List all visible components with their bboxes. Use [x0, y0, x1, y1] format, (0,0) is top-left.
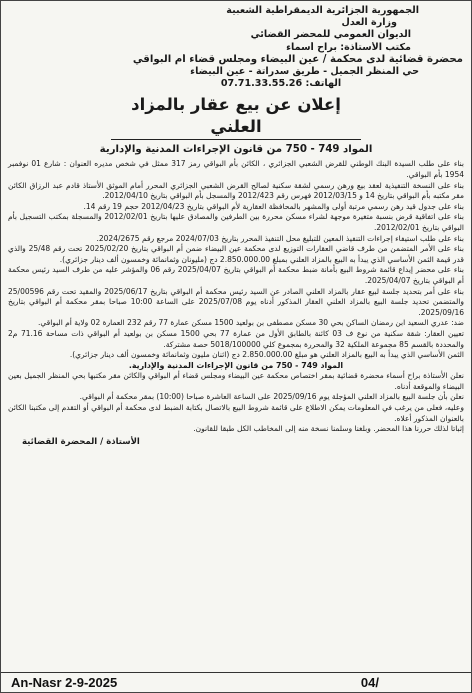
body-paragraph: بناء على محضر إيداع قائمة شروط البيع بأمانة ضبط محكمة أم البواقي بتاريخ 2025/04/07 رقم 06 والمؤشر عليه من طرف السيد رئيس محكمة أم البواقي بتاريخ 2025/04/07.: [8, 265, 464, 285]
body-paragraph: ضد: عدري السعيد ابن رمضان الساكن بحي 30 مسكن مصطفى بن بولعيد 1500 مسكن عمارة 77 رقم 232 العمارة 02 ولاية أم البواقي.: [37, 318, 464, 328]
header-address: حي المنظر الجميل - طريق سدراتة - عين البيضاء: [190, 66, 419, 78]
body-paragraph: بناء على طلب السيدة البنك الوطني للقرض الشعبي الجزائري ، الكائن بأم البواقي رمز 317 ممثل في شخص مديره العنوان : شارع 01 نوفمبر 1954 بأم البواقي.: [8, 159, 464, 180]
notice-subtitle: المواد 749 - 750 من قانون الإجراءات المدنية والإدارية: [99, 144, 373, 156]
body-paragraph: وعليه، فعلى من يرغب في المعلومات يمكن الاطلاع على قائمة شروط البيع بالاتصال بكتابة الضبط لدى محكمة أم البواقي أو التقدم إلى مكتبنا الكائن بالعنوان المذكور أعلاه.: [8, 403, 464, 423]
body-paragraph: بناء على أمر بتحديد جلسة لبيع عقار بالمزاد العلني الصادر عن السيد رئيس محكمة أم البواقي بتاريخ 2025/06/17 والمقيد تحت رقم 25/00596 والمتضمن تحديد جلسة البيع بالمزاد العلني العقار المذكور أدناه يوم 2025/07/08 على الساعة 10:00 صباحا بمقر محكمة أم البواقي بتاريخ 2025/09/16.: [8, 286, 464, 317]
body-paragraph: بناء على طلب استيفاء إجراءات التنفيذ المعين للتبليغ محل التنفيذ المحرر بتاريخ 2024/07/03 مرجع رقم 2024/2675.: [96, 233, 464, 243]
body-paragraph: بناء على الأمر المتضمن من طرف قاضي العقارات التوزيع لدى محكمة عين البيضاء ضمن أم البواقي بتاريخ 2025/02/20 تحت رقم 25/48 والذي قدر قيمة الثمن الأساسي الذي يبدأ به البيع بالمزاد العلني بمبلغ 2.850.000.00 دج (مليونان وثمانمائة وخمسون ألف دينار جزائري).: [8, 244, 464, 264]
body-paragraph: الثمن الأساسي الذي يبدأ به البيع بالمزاد العلني هو مبلغ 2.850.000.00 دج (اثنان مليون وثمانمائة وخمسون ألف دينار جزائري).: [69, 350, 464, 360]
notice-title: إعلان عن بيع عقار بالمزاد العلني: [111, 94, 361, 140]
publication-date: An-Nasr 2-9-2025: [11, 675, 118, 690]
body-paragraph: نعلن الأستاذة براح أسماء محضرة قضائية بمقر اختصاص محكمة عين البيضاء ومجلس قضاء أم البواقي والكائن مقر مكتبها بحي المنظر الجميل بعين البيضاء والموقعة أدناه.: [8, 371, 464, 391]
body-paragraph: بناء على النسخة التنفيذية لعقد بيع ورهن رسمي لشقة سكنية لصالح القرض الشعبي الجزائري المحرر أمام الموثق الأستاذ قادم عبد الرزاق الكائن مقر مكتبه بأم البواقي بتاريخ 14 و 2012/03/15 فهرس رقم 2012/423 والمسجل بأم البواقي بتاريخ 2012/04/10.: [8, 180, 464, 201]
notice-header: [1, 1, 471, 90]
body-paragraph: تعيين العقار: شقة سكنية من نوع ف 03 كائنة بالطابق الأول من عمارة 77 بحي 1500 مسكن بن بولعيد أم البواقي ذات مساحة 71.16 م2 والمحددة بالقسم 85 مجموعة الملكية 32 والمحررة بمجموع كلي 5018/100000 حصة مشتركة.: [8, 328, 464, 349]
header-republic: الجمهورية الجزائرية الديمقراطية الشعبية: [226, 5, 419, 16]
body-paragraph: بناء على اتفاقية قرض بنسبة متغيرة موجهة لشراء مسكن محررة بين الطرفين والمصادق عليها بتاريخ 2012/02/01 والمسجلة بمكتب التسجيل بأم البواقي بتاريخ 2012/02/01.: [8, 212, 464, 232]
body-paragraph: نعلن بأن جلسة البيع بالمزاد العلني المؤجلة يوم 2025/09/16 على الساعة العاشرة صباحا (10:00) بمقر محكمة أم البواقي.: [79, 392, 464, 402]
header-phone: الهاتف: 07.71.33.55.26: [220, 78, 342, 90]
notice-body: [1, 157, 471, 446]
signature-line: الأستاذة / المحضرة القضائية: [22, 436, 140, 447]
body-paragraph: إثباتا لذلك حررنا هذا المحضر. وبلغنا وسلمنا نسخة منه إلى المخاطب الكل طبقا للقانون.: [193, 424, 464, 434]
body-paragraph: بناء على جدول قيد رهن رسمي مرتبة أولى والمشهر بالمحافظة العقارية لأم البواقي بتاريخ 2012/04/23 حجم 19 رقم 14.: [83, 201, 464, 211]
header-ministry: وزارة العدل: [341, 17, 397, 29]
articles-reference: المواد 749 - 750 من قانون الإجراءات المدنية والإدارية.: [128, 360, 344, 370]
header-court: محضرة قضائية لدى محكمة / عين البيضاء ومجلس قضاء أم البواقي: [132, 53, 463, 65]
page-number: 04/: [360, 675, 379, 690]
page-footer: [1, 672, 471, 692]
header-office: الديوان العمومي للمحضر القضائي: [250, 29, 411, 41]
header-bailiff-name: مكتب الأستاذة: براح أسماء: [286, 41, 411, 53]
